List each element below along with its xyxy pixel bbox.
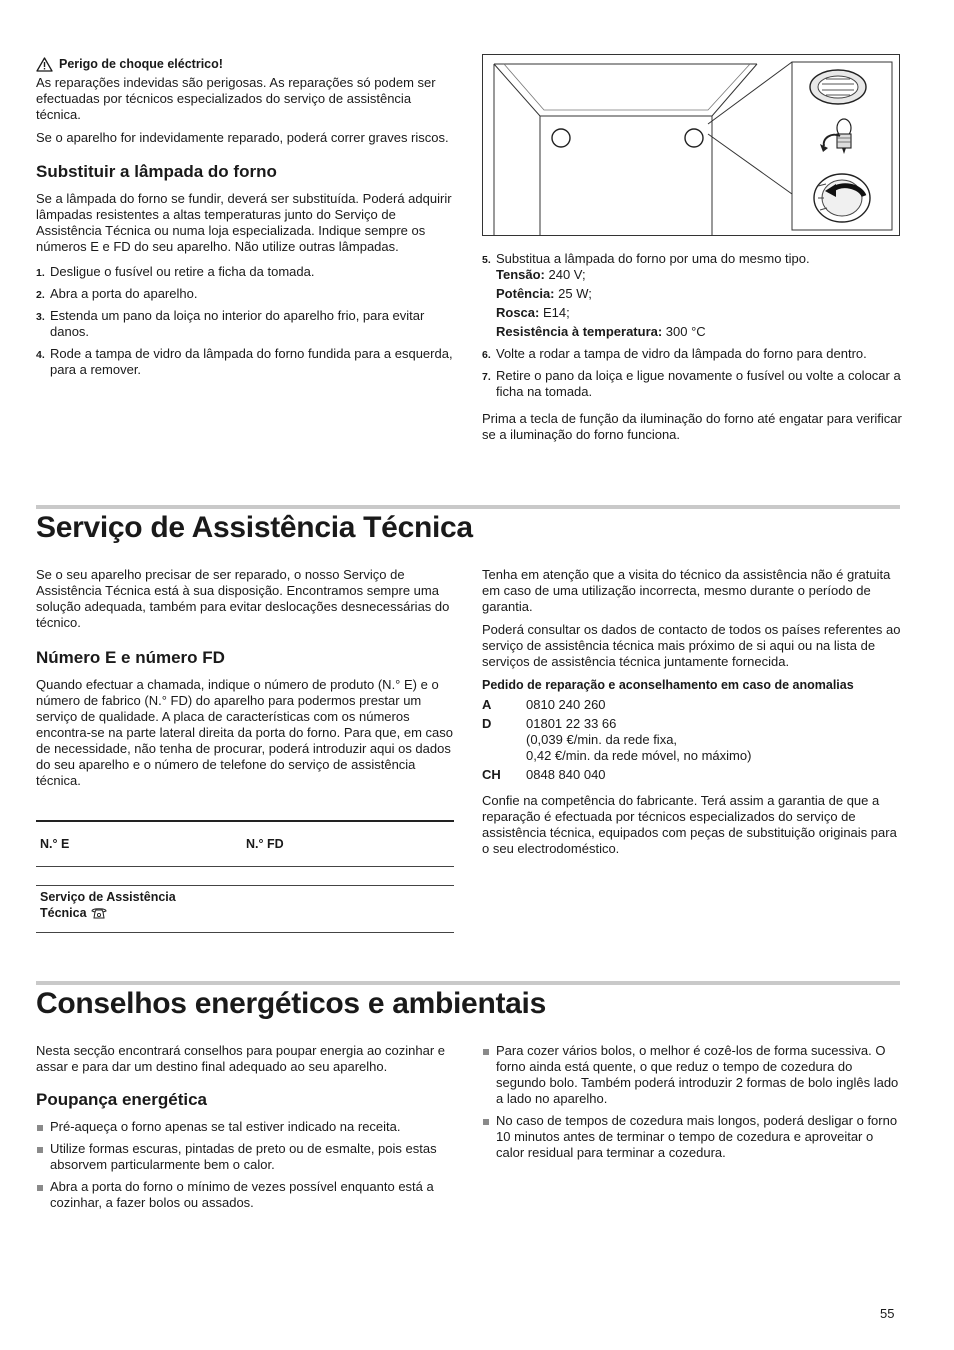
spec-thread: Rosca: E14; [496, 305, 570, 320]
oven-lamp-illustration [482, 54, 900, 236]
lamp-steps-left [36, 264, 456, 378]
section-divider [36, 505, 900, 509]
energy-intro: Nesta secção encontrará conselhos para poupar energia ao cozinhar e assar e para dar um destino final adequado ao seu aparelho. [36, 1043, 446, 1074]
lamp-right-icon [685, 129, 703, 147]
section-divider [36, 981, 900, 985]
e-number-label: N.° E [40, 837, 70, 851]
warning-text-2: Se o aparelho for indevidamente reparado, poderá correr graves riscos. [36, 130, 449, 145]
energy-tips-left [36, 1119, 456, 1211]
warning-triangle-icon [36, 57, 53, 72]
list-item: No caso de tempos de cozedura mais longos, poderá desligar o forno 10 minutos antes de terminar o tempo de cozedura e aproveitar o calor residual para terminar a cozedura. [482, 1113, 902, 1161]
service-intro: Se o seu aparelho precisar de ser reparado, o nosso Serviço de Assistência Técnica está à sua disposição. Encontramos sempre uma solução adequada, também para evitar deslocações desnecessárias do técnico. [36, 567, 450, 630]
service-phone-label-1: Serviço de Assistência [40, 890, 176, 904]
appliance-data-table [36, 820, 454, 933]
fd-number-label: N.° FD [246, 837, 284, 851]
energy-heading: Conselhos energéticos e ambientais [36, 987, 546, 1020]
spec-voltage: Tensão: 240 V; [496, 267, 586, 282]
step-item: 7. Retire o pano da loiça e ligue novamente o fusível ou volte a colocar a ficha na tomada. [482, 368, 901, 399]
table-row [36, 822, 454, 866]
service-phone-label-2: Técnica [40, 906, 87, 920]
lamp-closing: Prima a tecla de função da iluminação do forno até engatar para verificar se a iluminação do forno funciona. [482, 411, 902, 442]
step-item: 5. Substitua a lâmpada do forno por uma do mesmo tipo. Tensão: 240 V; Potência: 25 W; Rosca: E14; Resistência à temperatura: 300 °C [482, 251, 902, 340]
step-item: 6. Volte a rodar a tampa de vidro da lâmpada do forno para dentro. [482, 346, 867, 361]
lamp-steps-right [482, 251, 902, 400]
step-item: 1. Desligue o fusível ou retire a ficha da tomada. [36, 264, 315, 279]
energy-left [36, 1043, 456, 1217]
spec-power: Potência: 25 W; [496, 286, 592, 301]
list-item: Pré-aqueça o forno apenas se tal estiver indicado na receita. [36, 1119, 456, 1135]
warranty-note: Tenha em atenção que a visita do técnico da assistência não é gratuita em caso de uma utilização incorrecta, mesmo durante o período de garantia. [482, 567, 891, 614]
warning-text-1: As reparações indevidas são perigosas. As reparações só podem ser efectuadas por técnicos especializados do serviço de assistência técnica. [36, 75, 436, 122]
service-left [36, 567, 456, 796]
lamp-heading: Substituir a lâmpada do forno [36, 162, 277, 181]
step-item: 3. Estenda um pano da loiça no interior do aparelho frio, para evitar danos. [36, 308, 425, 339]
energy-saving-heading: Poupança energética [36, 1090, 208, 1109]
lamp-intro: Se a lâmpada do forno se fundir, deverá ser substituída. Poderá adquirir lâmpadas resistentes a altas temperaturas junto do Serviço de Assistência Técnica ou numa loja especializada. Indique sempre os números E e FD do seu aparelho. Não utilize outras lâmpadas. [36, 191, 452, 254]
telephone-icon [91, 907, 107, 919]
energy-right [482, 1043, 902, 1167]
list-item: Utilize formas escuras, pintadas de preto ou de esmalte, pois estas absorvem particularmente bem o calor. [36, 1141, 456, 1173]
spec-temperature: Resistência à temperatura: 300 °C [496, 324, 706, 339]
step-item: 2. Abra a porta do aparelho. [36, 286, 198, 301]
lamp-section-right [482, 251, 902, 450]
list-item: Abra a porta do forno o mínimo de vezes possível enquanto está a cozinhar, a fazer bolos ou assados. [36, 1179, 456, 1211]
step-item: 4. Rode a tampa de vidro da lâmpada do forno fundida para a esquerda, para a remover. [36, 346, 453, 377]
service-heading: Serviço de Assistência Técnica [36, 511, 473, 544]
lamp-section-left [36, 56, 456, 384]
list-item: Para cozer vários bolos, o melhor é cozê-los de forma sucessiva. O forno ainda está quente, o que reduz o tempo de cozedura do segundo bolo. Também poderá introduzir 2 formas de bolo inglês lado a lado no aparelho. [482, 1043, 902, 1107]
energy-tips-right [482, 1043, 902, 1161]
page-number: 55 [880, 1306, 895, 1321]
contact-note: Poderá consultar os dados de contacto de todos os países referentes ao serviço de assistência técnica mais próximo de si aqui ou na lista de serviços de assistência técnica juntamente fornecida. [482, 622, 901, 669]
country-row-a: A 0810 240 260 [482, 697, 606, 712]
warning-heading [36, 56, 456, 72]
e-fd-heading: Número E e número FD [36, 648, 225, 667]
warning-title: Perigo de choque eléctrico! [59, 57, 223, 71]
e-fd-text: Quando efectuar a chamada, indique o número de produto (N.° E) e o número de fabrico (N.° FD) do aparelho para podermos prestar um serviço de qualidade. A placa de características com os números encontra-se na parte lateral direita da porta do forno. Para que, em caso de necessidade, não tenha de procurar, poderá introduzir aqui os dados do seu aparelho e o número de telefone do serviço de assistência técnica. [36, 677, 453, 788]
lamp-left-icon [552, 129, 570, 147]
country-row-ch: CH 0848 840 040 [482, 767, 606, 782]
repair-heading: Pedido de reparação e aconselhamento em caso de anomalias [482, 678, 854, 692]
table-row [36, 886, 454, 932]
manufacturer-trust: Confie na competência do fabricante. Terá assim a garantia de que a reparação é efectuada por técnicos especializados do serviço de assistência técnica, equipados com peças de substituição originais para o seu electrodoméstico. [482, 793, 897, 856]
country-row-d: D 01801 22 33 66 (0,039 €/min. da rede fixa, 0,42 €/min. da rede móvel, no máximo) [482, 716, 752, 763]
service-right [482, 567, 902, 864]
